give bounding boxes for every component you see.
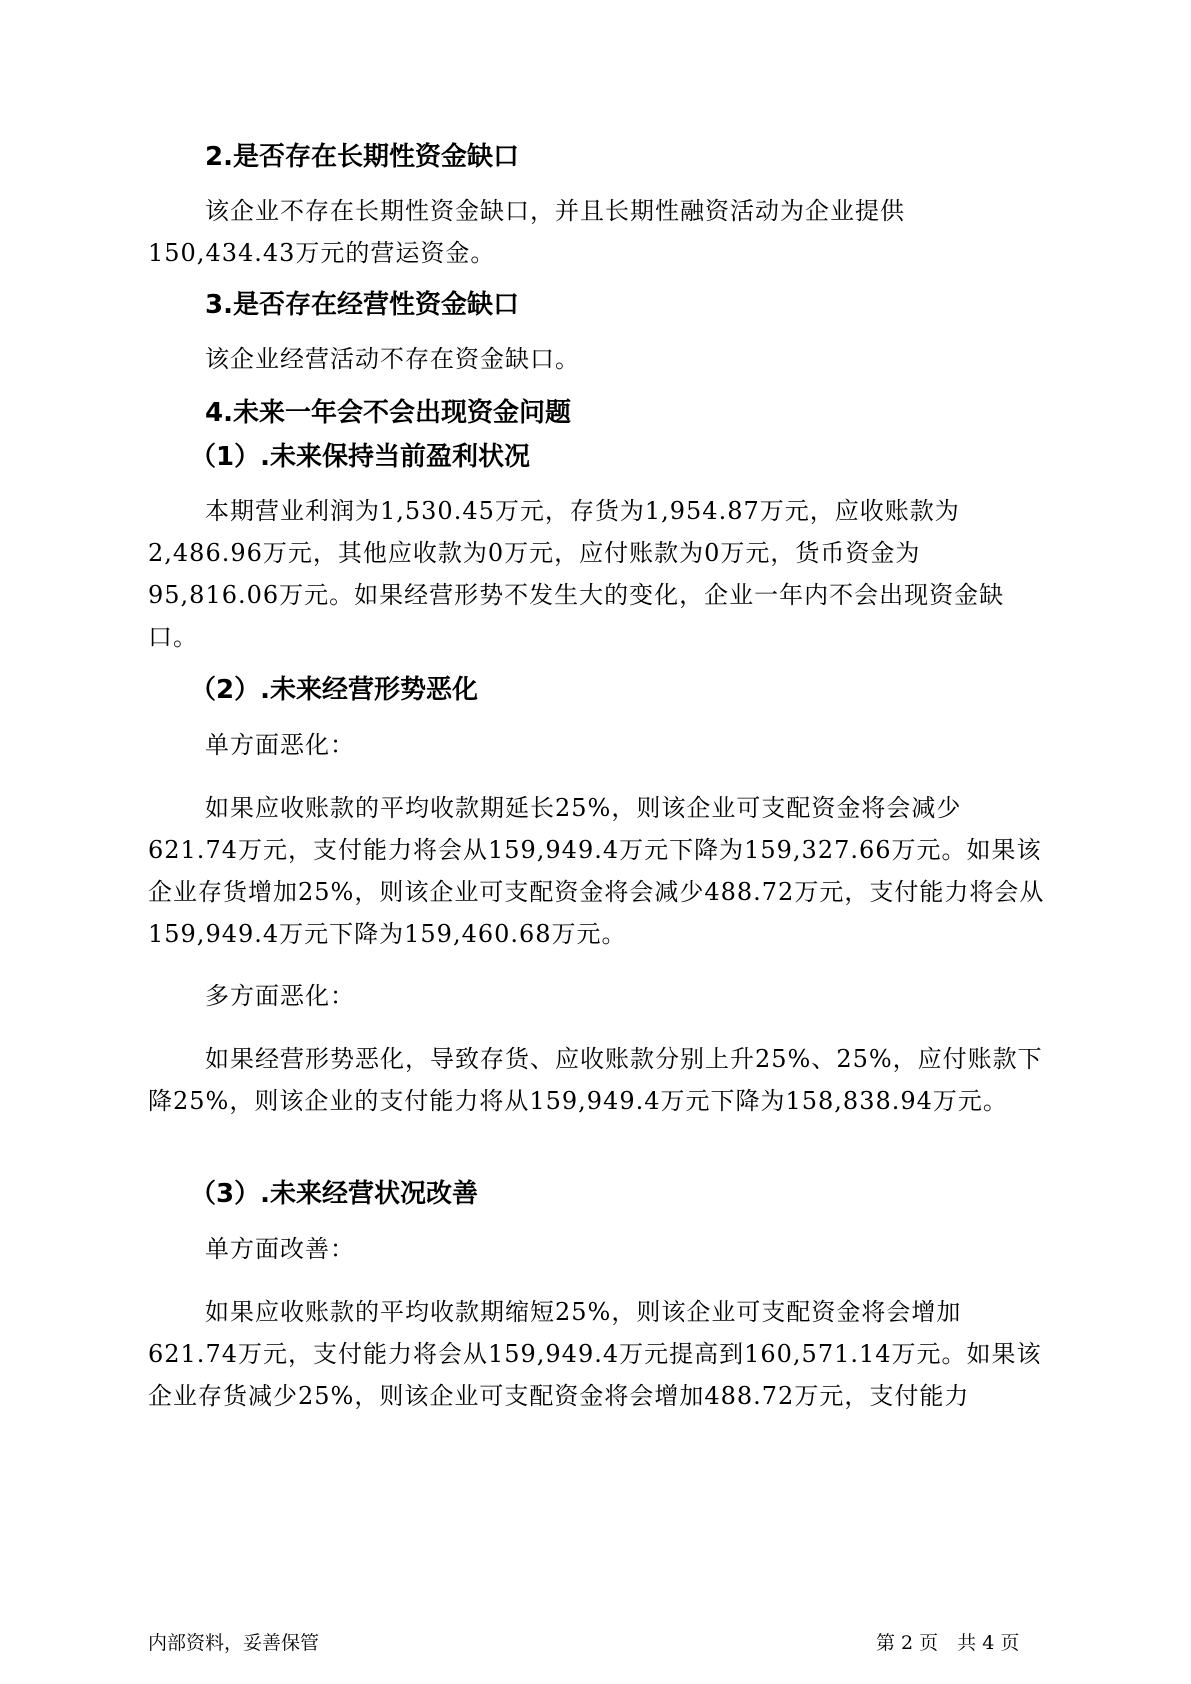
- paragraph-single-improve: 如果应收账款的平均收款期缩短25%，则该企业可支配资金将会增加621.74万元，支付能力将会从159,949.4万元提高到160,571.14万元。如果该企业存货减少25%，则该企业可支配资金将会增加488.72万元，支付能力: [148, 1298, 1042, 1410]
- paragraph-multi-worsen: 如果经营形势恶化，导致存货、应收账款分别上升25%、25%，应付账款下降25%，则该企业的支付能力将从159,949.4万元下降为158,838.94万元。: [148, 1045, 1043, 1115]
- subheading-keep-profit: （1）.未来保持当前盈利状况: [190, 442, 530, 472]
- heading-next-year: 4.未来一年会不会出现资金问题: [205, 398, 571, 428]
- label-single-improve: 单方面改善：: [205, 1235, 355, 1263]
- label-single-worsen: 单方面恶化：: [205, 731, 355, 759]
- heading-long-term-gap: 2.是否存在长期性资金缺口: [205, 142, 519, 172]
- heading-operating-gap: 3.是否存在经营性资金缺口: [205, 290, 519, 320]
- label-multi-worsen: 多方面恶化：: [205, 982, 355, 1010]
- paragraph-single-worsen: 如果应收账款的平均收款期延长25%，则该企业可支配资金将会减少621.74万元，支付能力将会从159,949.4万元下降为159,327.66万元。如果该企业存货增加25%，则该企业可支配资金将会减少488.72万元，支付能力将会从159,949.4万元下降为159,460.68万元。: [148, 794, 1045, 948]
- paragraph-long-term-gap: 该企业不存在长期性资金缺口，并且长期性融资活动为企业提供150,434.43万元的营运资金。: [148, 197, 905, 267]
- footer-page-number: 第 2 页 共 4 页: [876, 1632, 1020, 1654]
- subheading-improve: （3）.未来经营状况改善: [190, 1179, 478, 1209]
- subheading-worsen: （2）.未来经营形势恶化: [190, 675, 478, 705]
- paragraph-keep-profit: 本期营业利润为1,530.45万元，存货为1,954.87万元，应收账款为2,486.96万元，其他应收款为0万元，应付账款为0万元，货币资金为95,816.06万元。如果经营形势不发生大的变化，企业一年内不会出现资金缺口。: [148, 497, 1005, 651]
- paragraph-operating-gap: 该企业经营活动不存在资金缺口。: [205, 345, 580, 373]
- footer-confidential: 内部资料，妥善保管: [148, 1632, 320, 1654]
